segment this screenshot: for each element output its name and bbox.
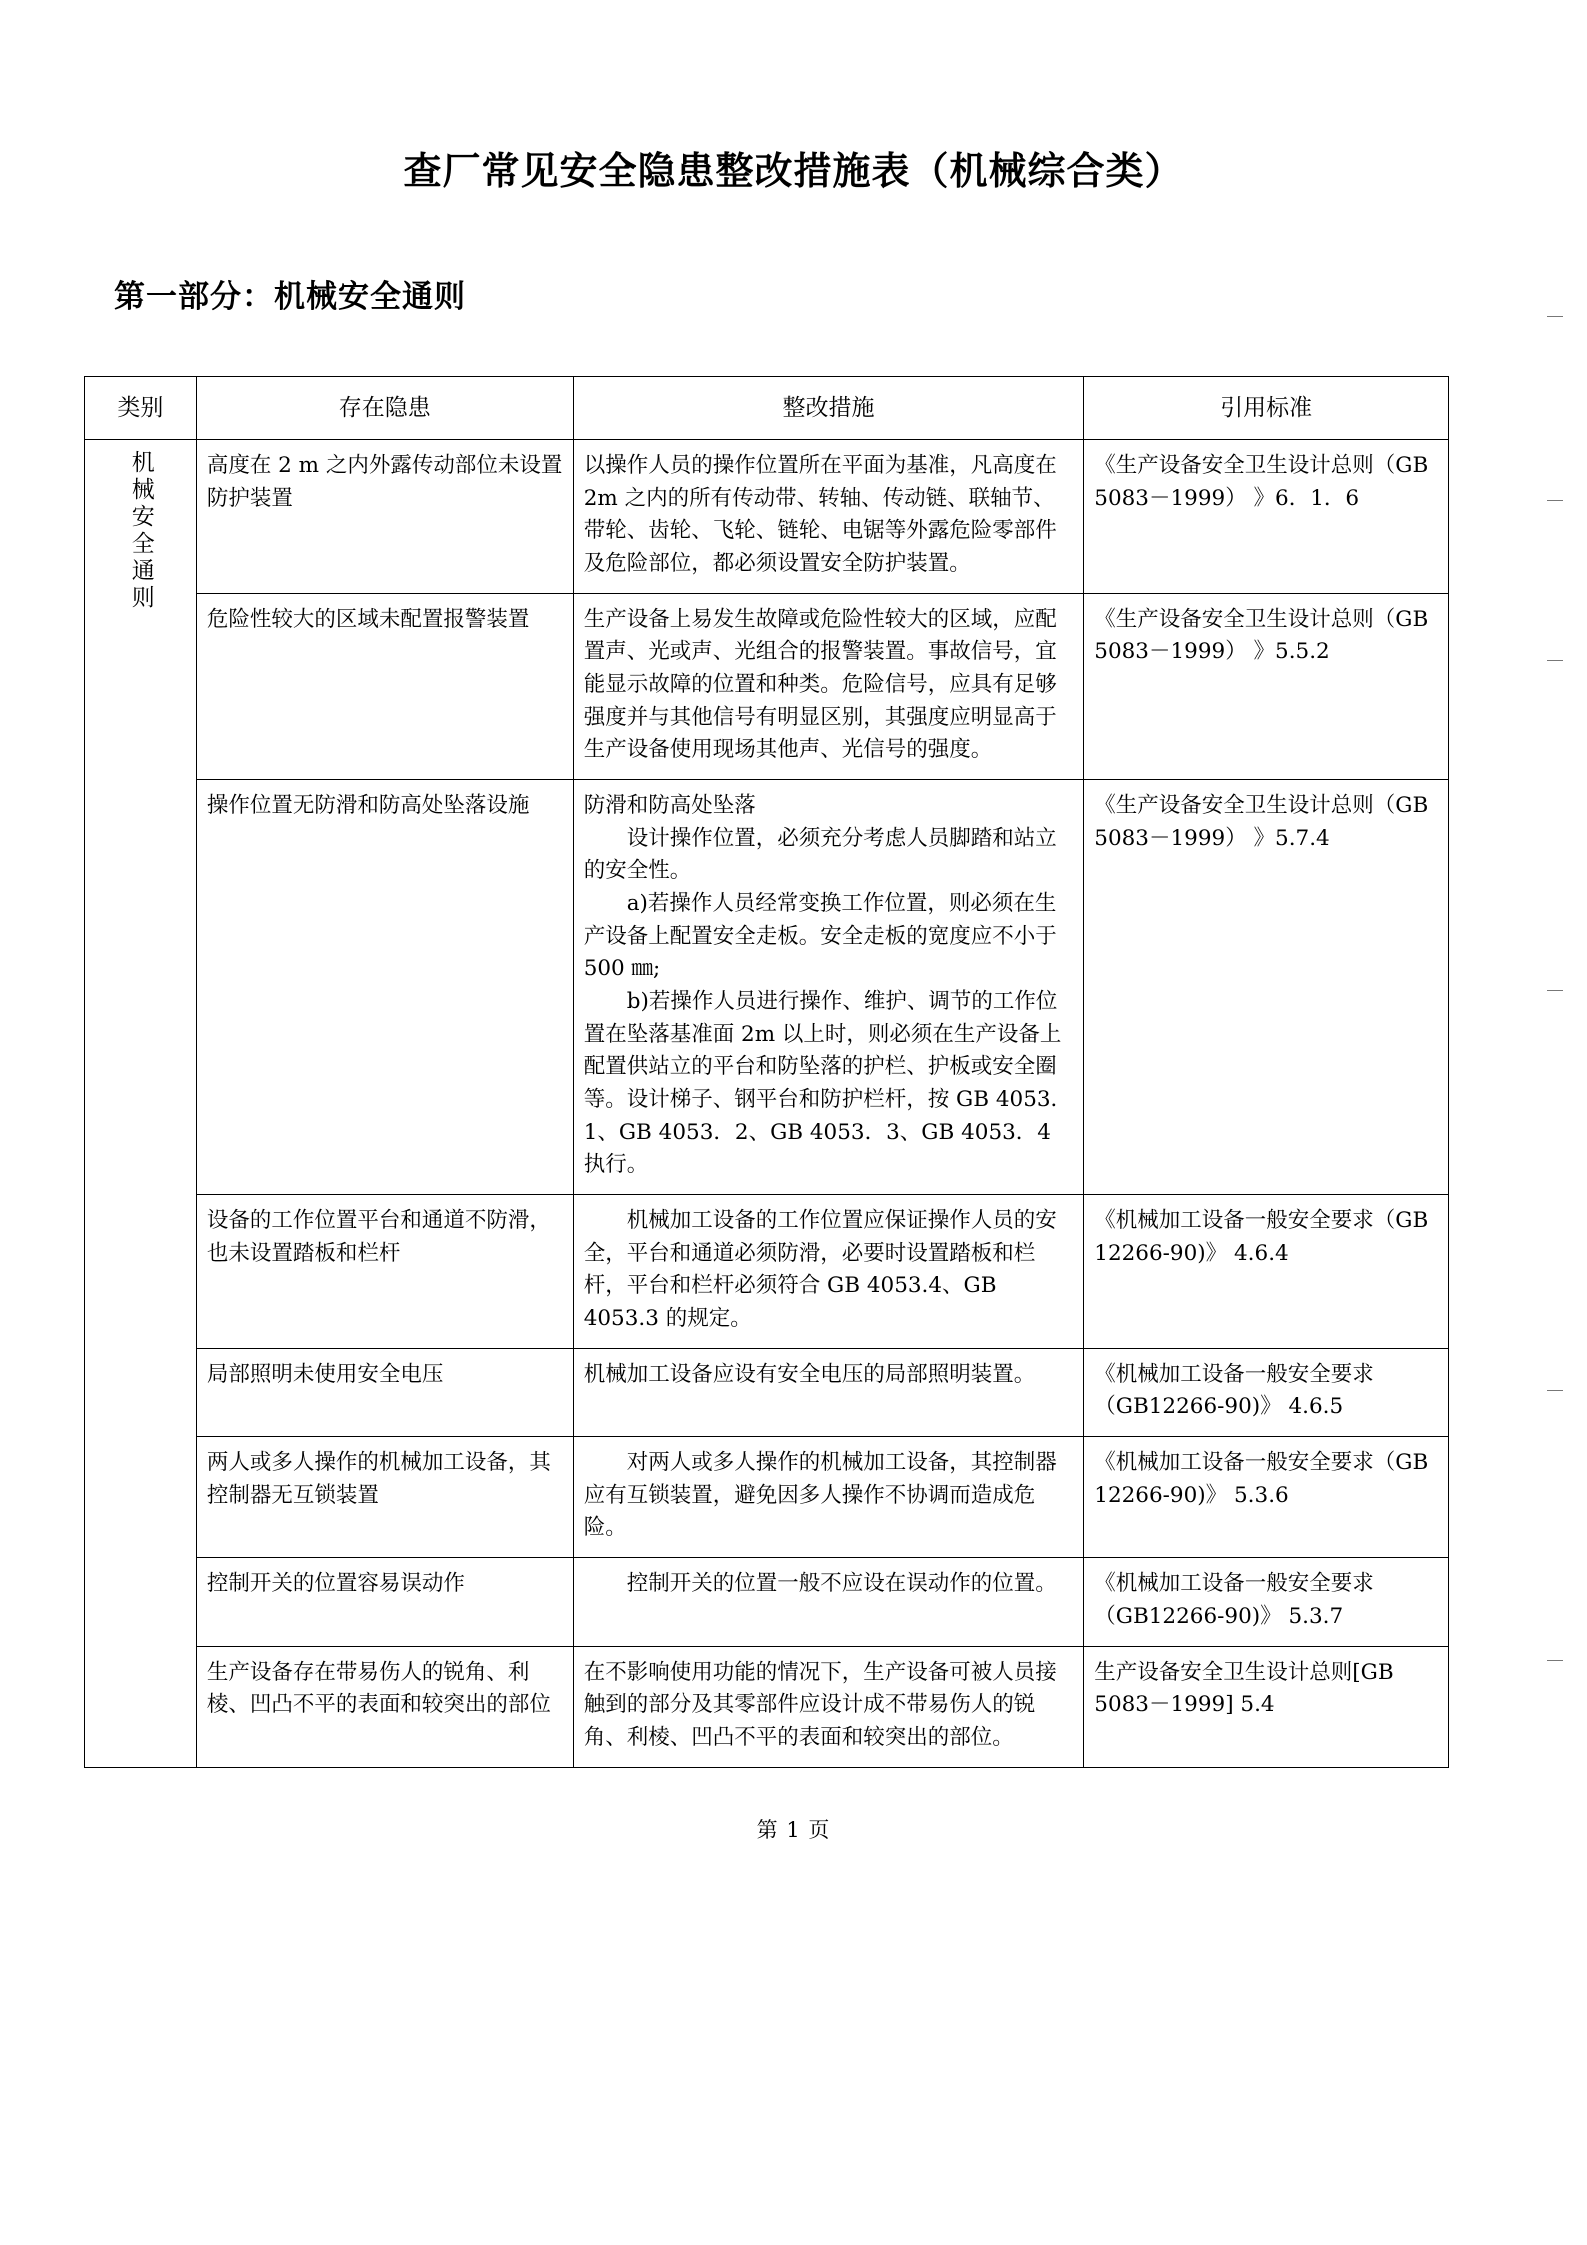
page-edge-mark <box>1547 660 1563 661</box>
table-header-row <box>85 377 1449 440</box>
table-row <box>85 593 1449 779</box>
page-title: 查厂常见安全隐患整改措施表（机械综合类） <box>403 148 1184 193</box>
page-edge-mark <box>1547 316 1563 317</box>
table-row <box>85 780 1449 1195</box>
hazard-cell: 生产设备存在带易伤人的锐角、利棱、凹凸不平的表面和较突出的部位 <box>196 1646 573 1767</box>
table-row <box>85 1437 1449 1558</box>
section-heading: 第一部分：机械安全通则 <box>114 279 466 315</box>
hazard-cell: 控制开关的位置容易误动作 <box>196 1558 573 1646</box>
measure-line: a)若操作人员经常变换工作位置，则必须在生产设备上配置安全走板。安全走板的宽度应不小于 500 ㎜; <box>583 891 1057 982</box>
measure-line: 设计操作位置，必须充分考虑人员脚踏和站立的安全性。 <box>583 825 1057 884</box>
standard-cell: 《机械加工设备一般安全要求（GB12266-90)》 4.6.5 <box>1084 1348 1449 1436</box>
standard-cell: 《生产设备安全卫生设计总则（GB 5083－1999） 》5.5.2 <box>1084 593 1449 779</box>
measure-cell <box>573 780 1084 1195</box>
standard-cell: 《机械加工设备一般安全要求（GB12266-90)》 5.3.7 <box>1084 1558 1449 1646</box>
measure-line: 防滑和防高处坠落 <box>583 793 756 819</box>
hazard-cell: 危险性较大的区域未配置报警装置 <box>196 593 573 779</box>
measure-cell: 生产设备上易发生故障或危险性较大的区域，应配置声、光或声、光组合的报警装置。事故信号，宜能显示故障的位置和种类。危险信号，应具有足够强度并与其他信号有明显区别，其强度应明显高于生产设备使用现场其他声、光信号的强度。 <box>573 593 1084 779</box>
page-edge-mark <box>1547 990 1563 991</box>
standard-cell: 《机械加工设备一般安全要求（GB 12266-90)》 4.6.4 <box>1084 1195 1449 1349</box>
column-header-hazard: 存在隐患 <box>196 377 573 440</box>
table-row <box>85 440 1449 594</box>
hazard-cell: 高度在 2 m 之内外露传动部位未设置防护装置 <box>196 440 573 594</box>
measure-cell: 控制开关的位置一般不应设在误动作的位置。 <box>573 1558 1084 1646</box>
measure-cell: 机械加工设备的工作位置应保证操作人员的安全，平台和通道必须防滑，必要时设置踏板和栏杆，平台和栏杆必须符合 GB 4053.4、GB 4053.3 的规定。 <box>573 1195 1084 1349</box>
hazard-cell: 操作位置无防滑和防高处坠落设施 <box>196 780 573 1195</box>
standard-cell: 《生产设备安全卫生设计总则（GB 5083－1999） 》5.7.4 <box>1084 780 1449 1195</box>
table-row <box>85 1646 1449 1767</box>
hazard-cell: 两人或多人操作的机械加工设备，其控制器无互锁装置 <box>196 1437 573 1558</box>
column-header-standard: 引用标准 <box>1084 377 1449 440</box>
measure-cell: 在不影响使用功能的情况下，生产设备可被人员接触到的部分及其零部件应设计成不带易伤人的锐角、利棱、凹凸不平的表面和较突出的部位。 <box>573 1646 1084 1767</box>
page-edge-mark <box>1547 500 1563 501</box>
page-footer: 第 1 页 <box>756 1817 831 1842</box>
measure-cell: 以操作人员的操作位置所在平面为基准，凡高度在 2m 之内的所有传动带、转轴、传动链、联轴节、带轮、齿轮、飞轮、链轮、电锯等外露危险零部件及危险部位，都必须设置安全防护装置。 <box>573 440 1084 594</box>
table-row <box>85 1558 1449 1646</box>
hazard-cell: 局部照明未使用安全电压 <box>196 1348 573 1436</box>
hazard-cell: 设备的工作位置平台和通道不防滑，也未设置踏板和栏杆 <box>196 1195 573 1349</box>
measure-cell: 对两人或多人操作的机械加工设备，其控制器应有互锁装置，避免因多人操作不协调而造成危险。 <box>573 1437 1084 1558</box>
category-cell <box>85 440 197 1768</box>
category-label: 机械安全通则 <box>127 450 154 612</box>
hazard-measures-table <box>84 376 1449 1768</box>
standard-cell: 《生产设备安全卫生设计总则（GB 5083－1999） 》6．1．6 <box>1084 440 1449 594</box>
page-edge-mark <box>1547 1390 1563 1391</box>
standard-cell: 生产设备安全卫生设计总则[GB 5083－1999] 5.4 <box>1084 1646 1449 1767</box>
measure-line: b)若操作人员进行操作、维护、调节的工作位置在坠落基准面 2m 以上时，则必须在生产设备上配置供站立的平台和防坠落的护栏、护板或安全圈等。设计梯子、钢平台和防护栏杆，按 GB 4053．1、GB 4053．2、GB 4053．3、GB 4053．4 执行。 <box>583 989 1073 1178</box>
column-header-measure: 整改措施 <box>573 377 1084 440</box>
standard-cell: 《机械加工设备一般安全要求（GB 12266-90)》 5.3.6 <box>1084 1437 1449 1558</box>
page-edge-mark <box>1547 1660 1563 1661</box>
table-row <box>85 1195 1449 1349</box>
table-row <box>85 1348 1449 1436</box>
measure-cell: 机械加工设备应设有安全电压的局部照明装置。 <box>573 1348 1084 1436</box>
column-header-category: 类别 <box>85 377 197 440</box>
